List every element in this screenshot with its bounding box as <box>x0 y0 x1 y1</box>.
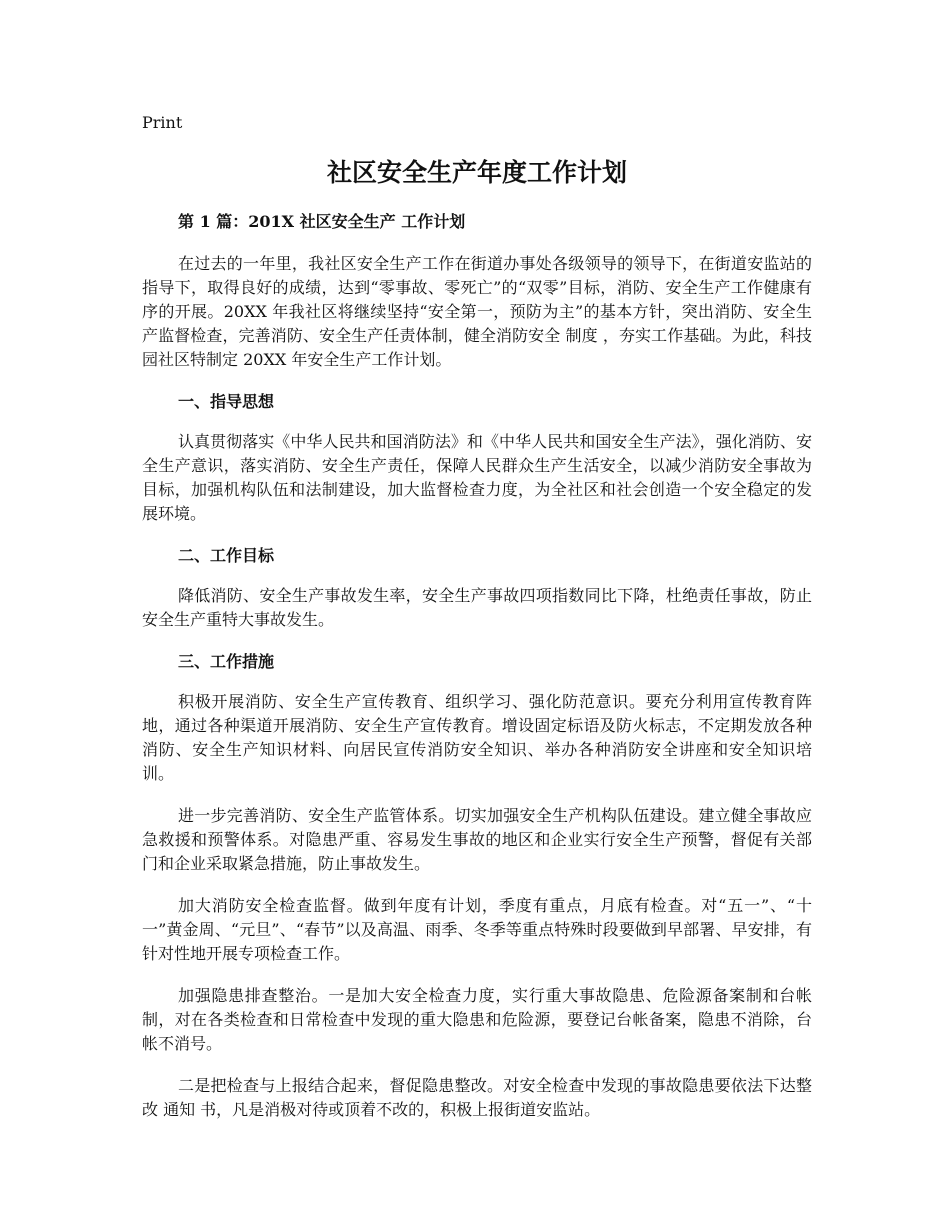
section-paragraph: 积极开展消防、安全生产宣传教育、组织学习、强化防范意识。要充分利用宣传教育阵地，通过各种渠道开展消防、安全生产宣传教育。增设固定标语及防火标志，不定期发放各种消防、安全生产知识材料、向居民宣传消防安全知识、举办各种消防安全讲座和安全知识培训。 <box>142 692 812 783</box>
document-title: 社区安全生产年度工作计划 <box>326 158 627 187</box>
document-subtitle: 第 1 篇：201X 社区安全生产 工作计划 <box>178 212 466 231</box>
section-paragraph: 降低消防、安全生产事故发生率，安全生产事故四项指数同比下降，杜绝责任事故，防止安全生产重特大事故发生。 <box>142 586 812 629</box>
section-paragraph: 进一步完善消防、安全生产监管体系。切实加强安全生产机构队伍建设。建立健全事故应急救援和预警体系。对隐患严重、容易发生事故的地区和企业实行安全生产预警，督促有关部门和企业采取紧急措施，防止事故发生。 <box>142 806 812 873</box>
section-paragraph: 二是把检查与上报结合起来，督促隐患整改。对安全检查中发现的事故隐患要依法下达整改 通知 书，凡是消极对待或顶着不改的，积极上报街道安监站。 <box>142 1076 812 1119</box>
section-paragraph: 加强隐患排查整治。一是加大安全检查力度，实行重大事故隐患、危险源备案制和台帐制，对在各类检查和日常检查中发现的重大隐患和危险源，要登记台帐备案，隐患不消除，台帐不消号。 <box>142 986 812 1053</box>
section-heading-work-measures: 三、工作措施 <box>178 652 275 671</box>
document-page <box>142 112 812 1140</box>
section-heading-work-goals: 二、工作目标 <box>178 546 275 565</box>
print-label: Print <box>142 113 183 132</box>
section-heading-guiding-ideology: 一、指导思想 <box>178 392 275 411</box>
section-paragraph: 加大消防安全检查监督。做到年度有计划，季度有重点，月底有检查。对“五一”、“十一”黄金周、“元旦”、“春节”以及高温、雨季、冬季等重点特殊时段要做到早部署、早安排，有针对性地开展专项检查工作。 <box>142 896 812 963</box>
section-paragraph: 认真贯彻落实《中华人民共和国消防法》和《中华人民共和国安全生产法》，强化消防、安全生产意识，落实消防、安全生产责任，保障人民群众生产生活安全，以减少消防安全事故为目标，加强机构队伍和法制建设，加大监督检查力度，为全社区和社会创造一个安全稳定的发展环境。 <box>142 432 812 523</box>
intro-paragraph: 在过去的一年里，我社区安全生产工作在街道办事处各级领导的领导下，在街道安监站的指导下，取得良好的成绩，达到“零事故、零死亡”的“双零”目标，消防、安全生产工作健康有序的开展。20XX 年我社区将继续坚持“安全第一，预防为主”的基本方针，突出消防、安全生产监督检查，完善消防、安全生产任责体制，健全消防安全 制度 ，夯实工作基础。为此，科技园社区特制定 20XX 年安全生产工作计划。 <box>142 254 812 369</box>
